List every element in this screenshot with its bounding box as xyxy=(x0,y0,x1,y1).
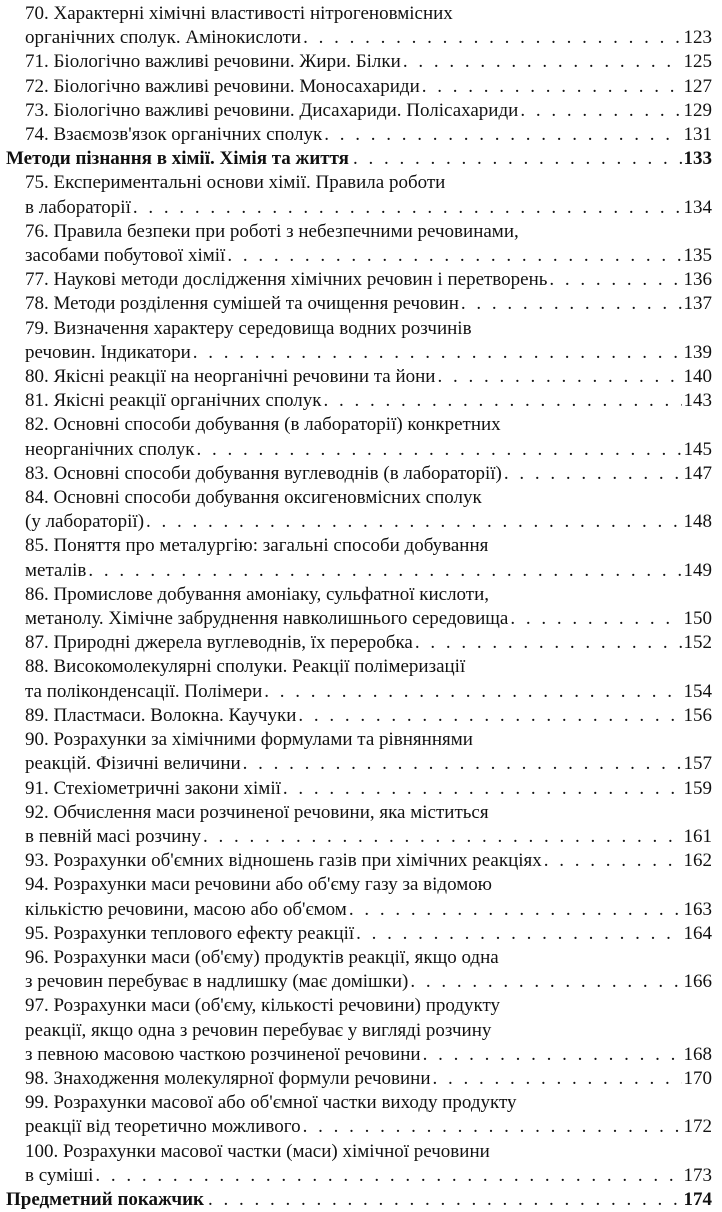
dot-leader xyxy=(461,292,682,316)
dot-leader xyxy=(324,389,682,413)
toc-entry-title: з певною масовою часткою розчиненої речовини xyxy=(25,1043,421,1065)
toc-entry[interactable] xyxy=(6,1140,712,1188)
toc-entry-title: 98. Знаходження молекулярної формули речовини xyxy=(25,1067,431,1089)
toc-entry[interactable] xyxy=(6,123,712,147)
toc-entry[interactable] xyxy=(6,2,712,50)
toc-entry-title: 74. Взаємозв'язок органічних сполук xyxy=(25,124,323,146)
dot-leader xyxy=(283,777,682,801)
dot-leader xyxy=(544,849,682,873)
toc-page-number: 173 xyxy=(683,1164,712,1186)
toc-entry[interactable] xyxy=(6,413,712,461)
toc-page-number: 159 xyxy=(683,777,712,799)
toc-page-number: 134 xyxy=(683,196,712,218)
dot-leader xyxy=(549,268,681,292)
dot-leader xyxy=(510,607,681,631)
dot-leader xyxy=(353,147,682,171)
dot-leader xyxy=(264,680,681,704)
dot-leader xyxy=(303,1115,682,1139)
toc-page-number: 136 xyxy=(683,269,712,291)
toc-entry-title: реакції від теоретично можливого xyxy=(25,1116,301,1138)
toc-page-number: 131 xyxy=(683,124,712,146)
toc-page-number: 133 xyxy=(683,148,712,170)
toc-page-number: 129 xyxy=(683,99,712,121)
toc-entry-line: 94. Розрахунки маси речовини або об'єму газу за відомою xyxy=(25,874,492,896)
toc-entry-line: 85. Поняття про металургію: загальні способи добування xyxy=(25,535,489,557)
toc-entry[interactable] xyxy=(6,220,712,268)
toc-entry-title: (у лабораторії) xyxy=(25,511,145,533)
dot-leader xyxy=(196,438,681,462)
toc-page-number: 123 xyxy=(683,27,712,49)
dot-leader xyxy=(423,1043,682,1067)
dot-leader xyxy=(433,1067,682,1091)
toc-entry-title: метанолу. Хімічне забруднення навколишнього середовища xyxy=(25,608,509,630)
toc-entry[interactable] xyxy=(6,849,712,873)
toc-page-number: 161 xyxy=(683,825,712,847)
toc-entry[interactable] xyxy=(6,655,712,703)
toc-entry-title: з речовин перебуває в надлишку (має домішки) xyxy=(25,971,409,993)
toc-page-number: 162 xyxy=(683,850,712,872)
toc-page-number: 170 xyxy=(683,1067,712,1089)
dot-leader xyxy=(95,1164,681,1188)
toc-page-number: 164 xyxy=(683,922,712,944)
toc-entry-line: 100. Розрахунки масової частки (маси) хімічної речовини xyxy=(25,1140,490,1162)
toc-entry[interactable] xyxy=(6,534,712,582)
toc-section-heading[interactable] xyxy=(6,147,712,171)
toc-entry[interactable] xyxy=(6,994,712,1067)
toc-entry-title: та поліконденсації. Полімери xyxy=(25,680,263,702)
dot-leader xyxy=(520,99,681,123)
toc-entry[interactable] xyxy=(6,317,712,365)
toc-entry[interactable] xyxy=(6,1067,712,1091)
dot-leader xyxy=(415,631,682,655)
toc-entry[interactable] xyxy=(6,171,712,219)
dot-leader xyxy=(146,510,681,534)
toc-entry-title: в лабораторії xyxy=(25,196,131,218)
toc-entry-title: 89. Пластмаси. Волокна. Каучуки xyxy=(25,704,297,726)
toc-entry-title: неорганічних сполук xyxy=(25,438,195,460)
toc-page-number: 147 xyxy=(683,462,712,484)
toc-entry[interactable] xyxy=(6,728,712,776)
toc-entry[interactable] xyxy=(6,583,712,631)
dot-leader xyxy=(298,704,681,728)
dot-leader xyxy=(88,559,681,583)
dot-leader xyxy=(324,123,681,147)
toc-entry-line: 88. Високомолекулярні сполуки. Реакції полімеризації xyxy=(25,656,466,678)
toc-page-number: 168 xyxy=(683,1043,712,1065)
toc-entry-title: металів xyxy=(25,559,87,581)
toc-page-number: 172 xyxy=(683,1116,712,1138)
toc-page-number: 135 xyxy=(683,245,712,267)
toc-entry-line: 82. Основні способи добування (в лабораторії) конкретних xyxy=(25,414,501,436)
toc-page-number: 174 xyxy=(683,1188,712,1210)
toc-entry[interactable] xyxy=(6,946,712,994)
toc-page-number: 157 xyxy=(683,753,712,775)
toc-entry-title: 73. Біологічно важливі речовини. Дисахариди. Полісахариди xyxy=(25,99,519,121)
toc-page-number: 152 xyxy=(683,632,712,654)
toc-entry-line: реакції, якщо одна з речовин перебуває у вигляді розчину xyxy=(25,1019,492,1041)
toc-page-number: 150 xyxy=(683,608,712,630)
toc-entry-line: 90. Розрахунки за хімічними формулами та рівняннями xyxy=(25,729,473,751)
toc-entry-line: 70. Характерні хімічні властивості нітрогеновмісних xyxy=(25,3,453,24)
toc-entry[interactable] xyxy=(6,486,712,534)
toc-entry-title: 72. Біологічно важливі речовини. Моносахариди xyxy=(25,75,420,97)
toc-entry[interactable] xyxy=(6,704,712,728)
table-of-contents xyxy=(6,2,712,1212)
toc-entry-title: Предметний покажчик xyxy=(6,1188,204,1210)
toc-entry-line: 99. Розрахунки масової або об'ємної частки виходу продукту xyxy=(25,1092,517,1114)
dot-leader xyxy=(227,244,681,268)
toc-entry-title: речовин. Індикатори xyxy=(25,341,191,363)
dot-leader xyxy=(303,26,681,50)
dot-leader xyxy=(504,462,682,486)
toc-page-number: 140 xyxy=(683,366,712,388)
toc-entry-title: 77. Наукові методи дослідження хімічних речовин і перетворень xyxy=(25,269,548,291)
toc-entry-title: 80. Якісні реакції на неорганічні речовини та йони xyxy=(25,366,436,388)
toc-entry[interactable] xyxy=(6,873,712,921)
toc-entry-line: 86. Промислове добування амоніаку, сульфатної кислоти, xyxy=(25,583,490,605)
toc-entry-title: кількістю речовини, масою або об'ємом xyxy=(25,898,347,920)
toc-entry[interactable] xyxy=(6,631,712,655)
toc-entry-title: 71. Біологічно важливі речовини. Жири. Білки xyxy=(25,51,401,73)
dot-leader xyxy=(243,752,682,776)
toc-entry[interactable] xyxy=(6,365,712,389)
toc-entry[interactable] xyxy=(6,75,712,99)
dot-leader xyxy=(349,898,682,922)
dot-leader xyxy=(403,50,682,74)
toc-entry-line: 84. Основні способи добування оксигеновмісних сполук xyxy=(25,487,482,509)
toc-page-number: 166 xyxy=(683,971,712,993)
toc-entry-title: 93. Розрахунки об'ємних відношень газів при хімічних реакціях xyxy=(25,850,542,872)
dot-leader xyxy=(410,970,681,994)
toc-entry-title: в певній масі розчину xyxy=(25,825,201,847)
toc-entry[interactable] xyxy=(6,50,712,74)
toc-entry-line: 96. Розрахунки маси (об'єму) продуктів реакції, якщо одна xyxy=(25,946,499,968)
toc-entry-title: 95. Розрахунки теплового ефекту реакції xyxy=(25,922,355,944)
toc-page-number: 125 xyxy=(683,51,712,73)
toc-entry[interactable] xyxy=(6,292,712,316)
toc-entry[interactable] xyxy=(6,801,712,849)
toc-entry-title: 91. Стехіометричні закони хімії xyxy=(25,777,281,799)
toc-entry-title: 78. Методи розділення сумішей та очищення речовин xyxy=(25,293,459,315)
toc-entry-title: 81. Якісні реакції органічних сполук xyxy=(25,390,322,412)
toc-entry-title: засобами побутової хімії xyxy=(25,245,226,267)
toc-page-number: 156 xyxy=(683,704,712,726)
toc-page-number: 148 xyxy=(683,511,712,533)
toc-entry-title: органічних сполук. Амінокислоти xyxy=(25,27,302,49)
toc-entry[interactable] xyxy=(6,922,712,946)
dot-leader xyxy=(422,75,682,99)
dot-leader xyxy=(193,341,682,365)
toc-entry[interactable] xyxy=(6,1091,712,1139)
toc-entry-line: 97. Розрахунки маси (об'єму, кількості речовини) продукту xyxy=(25,995,501,1017)
dot-leader xyxy=(133,196,682,220)
toc-page-number: 163 xyxy=(683,898,712,920)
toc-page-number: 137 xyxy=(683,293,712,315)
toc-entry-title: в суміші xyxy=(25,1164,94,1186)
toc-entry[interactable] xyxy=(6,99,712,123)
toc-entry-title: 87. Природні джерела вуглеводнів, їх переробка xyxy=(25,632,413,654)
toc-entry-title: Методи пізнання в хімії. Хімія та життя xyxy=(6,148,349,170)
dot-leader xyxy=(356,922,681,946)
toc-entry-title: реакцій. Фізичні величини xyxy=(25,753,241,775)
toc-entry-line: 79. Визначення характеру середовища водних розчинів xyxy=(25,317,472,339)
toc-entry[interactable] xyxy=(6,777,712,801)
dot-leader xyxy=(203,825,682,849)
toc-page-number: 154 xyxy=(683,680,712,702)
toc-page-number: 149 xyxy=(683,559,712,581)
toc-page-number: 143 xyxy=(683,390,712,412)
toc-entry-title: 83. Основні способи добування вуглеводнів (в лабораторії) xyxy=(25,462,502,484)
toc-entry-line: 75. Експериментальні основи хімії. Правила роботи xyxy=(25,172,446,194)
toc-page-number: 139 xyxy=(683,341,712,363)
toc-page-number: 127 xyxy=(683,75,712,97)
dot-leader xyxy=(437,365,681,389)
toc-entry[interactable] xyxy=(6,389,712,413)
toc-entry[interactable] xyxy=(6,462,712,486)
toc-entry-line: 92. Обчислення маси розчиненої речовини, яка міститься xyxy=(25,801,489,823)
toc-page-number: 145 xyxy=(683,438,712,460)
toc-entry-line: 76. Правила безпеки при роботі з небезпечними речовинами, xyxy=(25,220,519,242)
toc-entry[interactable] xyxy=(6,268,712,292)
